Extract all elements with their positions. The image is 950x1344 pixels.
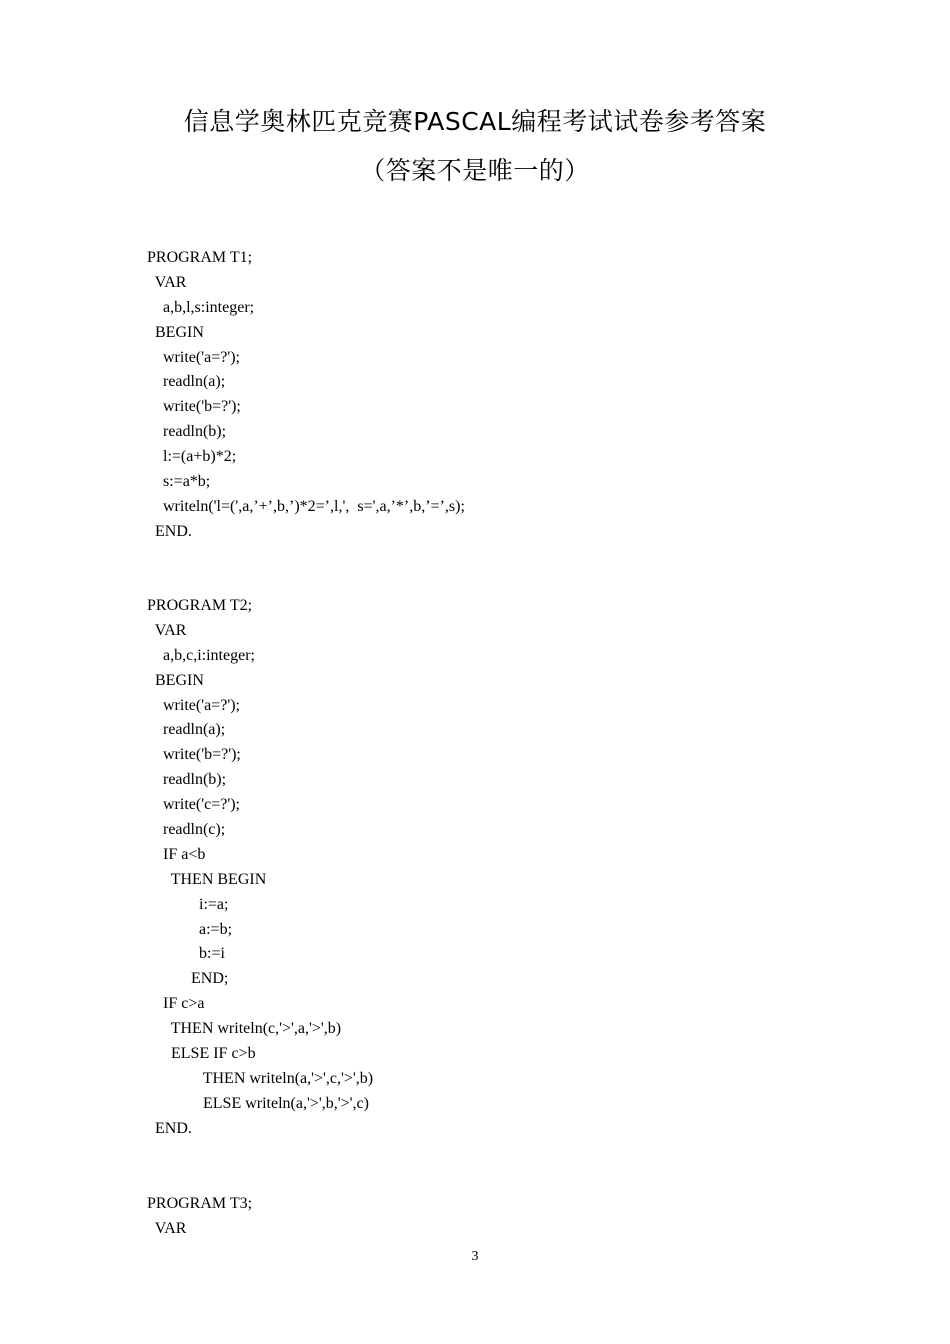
code-line: b:=i [147, 945, 225, 963]
code-line: BEGIN [147, 323, 204, 341]
code-line: write('b=?'); [147, 746, 241, 764]
document-title: 信息学奥林匹克竞赛PASCAL编程考试试卷参考答案 [183, 107, 767, 136]
code-line: readln(a); [147, 721, 226, 739]
code-line: write('b=?'); [147, 398, 241, 416]
code-line: write('a=?'); [147, 696, 240, 714]
code-line: PROGRAM T1; [147, 249, 253, 266]
code-line: write('c=?'); [147, 796, 240, 814]
code-line: THEN writeln(a,'>',c,'>',b) [147, 1069, 374, 1087]
code-line: END; [147, 970, 229, 988]
code-line: VAR [147, 621, 187, 639]
page-number: 3 [471, 1249, 479, 1264]
code-line: writeln('l=(',a,’+’,b,’)*2=’,l,', s=',a,’*’,b,’=’,s); [147, 497, 465, 515]
document-subtitle: （答案不是唯一的） [360, 156, 590, 185]
code-line: VAR [147, 273, 187, 291]
code-line: THEN BEGIN [147, 870, 267, 888]
program-t2-code [147, 594, 373, 1142]
code-line: ELSE writeln(a,'>',b,'>',c) [147, 1094, 369, 1112]
program-t1-code [147, 246, 465, 545]
code-line: IF c>a [147, 995, 205, 1013]
code-line: write('a=?'); [147, 348, 240, 366]
code-line: a,b,l,s:integer; [147, 298, 255, 316]
code-line: readln(b); [147, 771, 227, 789]
code-line: IF a<b [147, 845, 206, 863]
code-line: PROGRAM T2; [147, 597, 253, 614]
code-line: THEN writeln(c,'>',a,'>',b) [147, 1020, 342, 1038]
code-line: readln(a); [147, 373, 226, 391]
code-line: END. [147, 1119, 192, 1137]
code-line: ELSE IF c>b [147, 1045, 256, 1063]
code-line: readln(b); [147, 423, 227, 441]
code-line: l:=(a+b)*2; [147, 448, 237, 466]
code-line: a,b,c,i:integer; [147, 646, 255, 664]
code-line: readln(c); [147, 821, 226, 839]
code-line: VAR [147, 1219, 187, 1237]
code-line: i:=a; [147, 895, 229, 913]
program-t3-code [147, 1192, 252, 1242]
code-line: s:=a*b; [147, 473, 211, 491]
code-line: BEGIN [147, 671, 204, 689]
code-line: a:=b; [147, 920, 233, 938]
code-line: END. [147, 522, 192, 540]
code-line: PROGRAM T3; [147, 1195, 253, 1212]
